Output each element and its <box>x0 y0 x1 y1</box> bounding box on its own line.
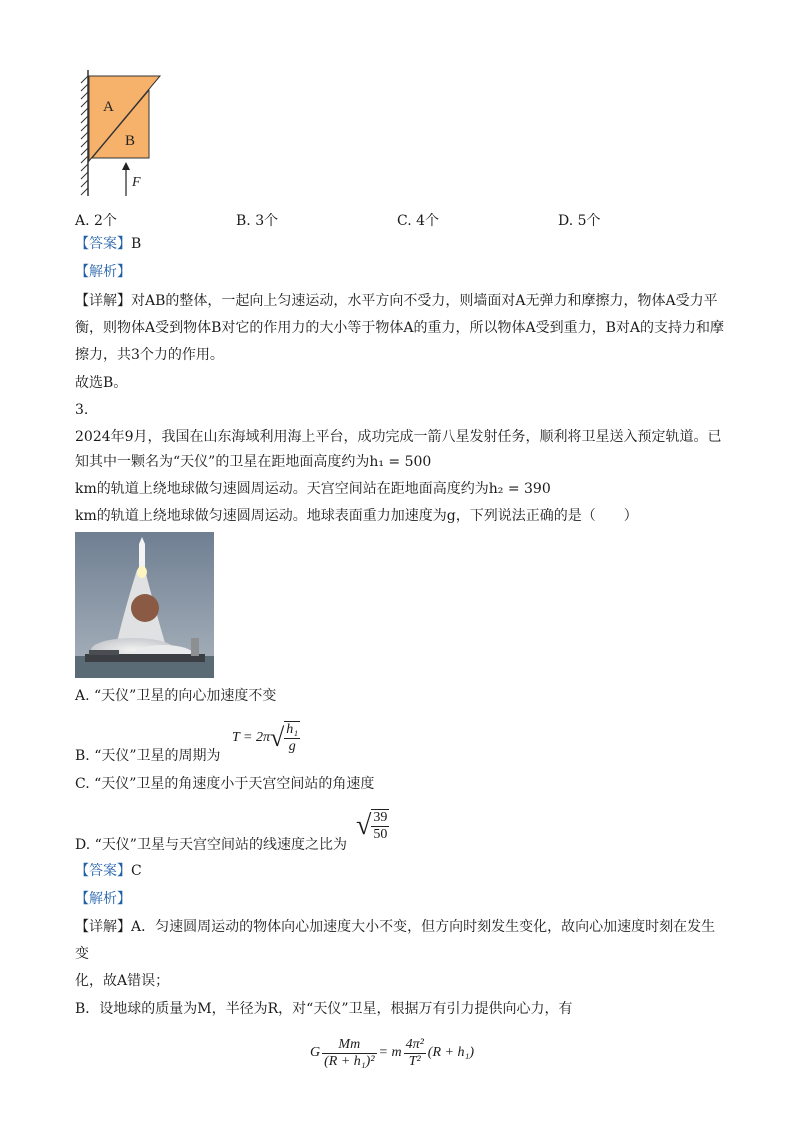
fraction <box>371 809 389 843</box>
analysis-tag-q3: 【解析】 <box>75 891 131 907</box>
fraction-denominator: T² <box>408 1053 421 1069</box>
label-a: A <box>103 99 114 115</box>
gravitation-equation <box>310 1028 474 1078</box>
answer-line-q3 <box>75 861 142 881</box>
fraction-left <box>322 1037 376 1070</box>
fraction-numerator: h₁ <box>286 722 299 737</box>
option-a-q3: A. “天仪”卫星的向心加速度不变 <box>75 688 277 704</box>
answer-value: C <box>131 863 142 879</box>
answer-tag: 【答案】 <box>75 863 131 879</box>
fraction <box>284 721 300 755</box>
eq-equals: = m <box>378 1045 402 1060</box>
option-a: A. 2个 <box>75 213 117 229</box>
detail-line: 化，故A错误； <box>75 973 170 989</box>
fraction-numerator: Mm <box>322 1037 376 1054</box>
analysis-tag-q2: 【解析】 <box>75 264 131 280</box>
question-number: 3. <box>75 402 89 418</box>
option-c-q3: C. “天仪”卫星的角速度小于天宫空间站的角速度 <box>75 776 375 792</box>
option-b: B. 3个 <box>236 213 279 229</box>
detail-line: B．设地球的质量为M，半径为R，对“天仪”卫星，根据万有引力提供向心力，有 <box>75 1001 573 1017</box>
option-d: D. 5个 <box>558 213 601 229</box>
formula-ratio <box>356 803 389 849</box>
sqrt-sign: √ <box>270 723 285 752</box>
detail-line: 变 <box>75 946 89 962</box>
detail-line: 【详解】对AB的整体，一起向上匀速运动，水平方向不受力，则墙面对A无弹力和摩擦力，物体A受力平 <box>75 293 718 309</box>
detail-line: 擦力，共3个力的作用。 <box>75 347 224 363</box>
detail-line: 【详解】A．匀速圆周运动的物体向心加速度大小不变，但方向时刻发生变化，故向心加速度时刻在发生 <box>75 919 716 935</box>
block-diagram <box>70 68 170 198</box>
sqrt-sign: √ <box>356 810 372 841</box>
eq-g: G <box>310 1045 321 1060</box>
stem-line: 2024年9月，我国在山东海域利用海上平台，成功完成一箭八星发射任务，顺利将卫星送入预定轨道。已 <box>75 429 722 445</box>
option-b-q3 <box>75 746 221 766</box>
fraction-numerator: 39 <box>373 810 388 825</box>
answer-line-q2 <box>75 234 141 254</box>
label-b: B <box>125 133 136 149</box>
conclusion-q2: 故选B。 <box>75 375 128 391</box>
formula-period-lhs: T = 2π <box>232 730 270 745</box>
option-d-text: D. “天仪”卫星与天宫空间站的线速度之比为 <box>75 837 347 853</box>
eq-tail: (R + h₁) <box>427 1045 474 1060</box>
fraction-denominator: g <box>288 739 296 754</box>
detail-line: 衡，则物体A受到物体B对它的作用力的大小等于物体A的重力，所以物体A受到重力，B对A的支持力和摩 <box>75 320 725 336</box>
formula-period <box>232 716 300 760</box>
fraction-right <box>404 1037 426 1070</box>
rocket-launch-photo <box>75 532 214 678</box>
fraction-denominator: (R + h₁)² <box>324 1053 375 1069</box>
stem-line: 知其中一颗名为“天仪”的卫星在距地面高度约为h₁ = 500 <box>75 454 432 470</box>
option-c: C. 4个 <box>397 213 440 229</box>
stem-line: km的轨道上绕地球做匀速圆周运动。天宫空间站在距地面高度约为h₂ = 390 <box>75 481 551 497</box>
label-f: F <box>132 175 141 190</box>
stem-line: km的轨道上绕地球做匀速圆周运动。地球表面重力加速度为g，下列说法正确的是（ ） <box>75 508 638 524</box>
fraction-numerator: 4π² <box>405 1036 424 1052</box>
fraction-denominator: 50 <box>373 827 388 842</box>
answer-tag: 【答案】 <box>75 236 131 252</box>
option-b-text: B. “天仪”卫星的周期为 <box>75 748 221 764</box>
answer-value: B <box>131 236 142 252</box>
option-d-q3 <box>75 835 347 855</box>
